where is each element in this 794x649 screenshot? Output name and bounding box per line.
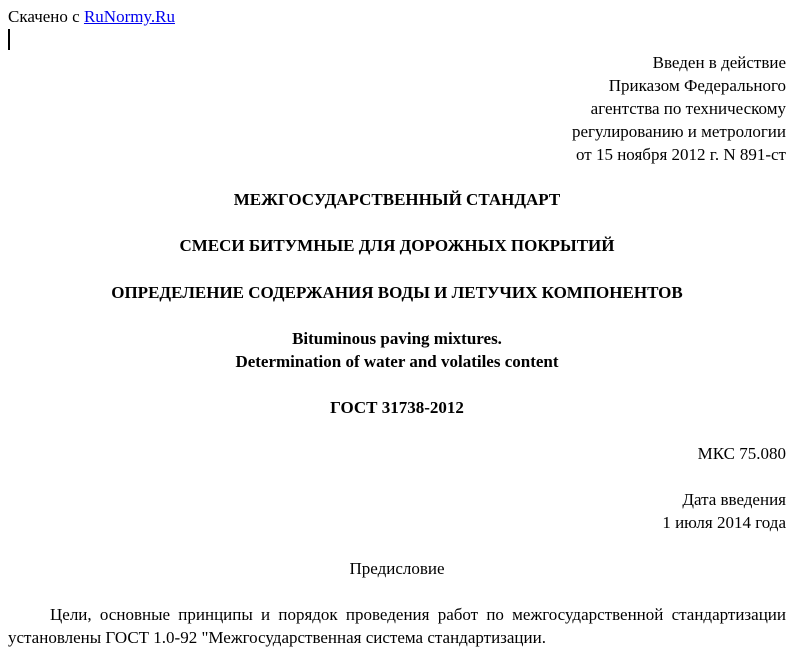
title-en: [0, 327, 794, 373]
enactment-line: агентства по техническому: [590, 99, 786, 118]
title-en-line-1: Bituminous paving mixtures.: [292, 329, 502, 348]
enactment-block: [572, 51, 786, 166]
enactment-line: от 15 ноября 2012 г. N 891-ст: [576, 145, 786, 164]
introduction-date: [662, 488, 786, 534]
title-en-line-2: Determination of water and volatiles content: [235, 352, 559, 371]
title-ru-line-2: ОПРЕДЕЛЕНИЕ СОДЕРЖАНИЯ ВОДЫ И ЛЕТУЧИХ КОМПОНЕНТОВ: [111, 283, 683, 302]
foreword-line-2: стандартизации установлены ГОСТ 1.0-92 "Межгосударственная система стандартизации.: [8, 605, 786, 647]
enactment-line: Введен в действие: [652, 53, 786, 72]
foreword-line-1: Цели, основные принципы и порядок проведения работ по межгосударственной: [50, 605, 664, 624]
title-ru-line-1: СМЕСИ БИТУМНЫЕ ДЛЯ ДОРОЖНЫХ ПОКРЫТИЙ: [179, 236, 615, 255]
introduction-date-label: Дата введения: [682, 490, 786, 509]
foreword-heading: Предисловие: [349, 559, 445, 578]
source-line: [8, 5, 175, 28]
standard-type-heading: МЕЖГОСУДАРСТВЕННЫЙ СТАНДАРТ: [233, 190, 561, 209]
source-link[interactable]: RuNormy.Ru: [83, 7, 175, 26]
foreword-paragraph: [8, 603, 786, 649]
enactment-line: регулированию и метрологии: [571, 122, 786, 141]
introduction-date-value: 1 июля 2014 года: [662, 513, 786, 532]
source-prefix: Скачено с: [8, 7, 84, 26]
text-cursor: [8, 29, 10, 50]
mks-code: МКС 75.080: [697, 444, 786, 463]
enactment-line: Приказом Федерального: [608, 76, 786, 95]
gost-designation: ГОСТ 31738-2012: [330, 398, 464, 417]
